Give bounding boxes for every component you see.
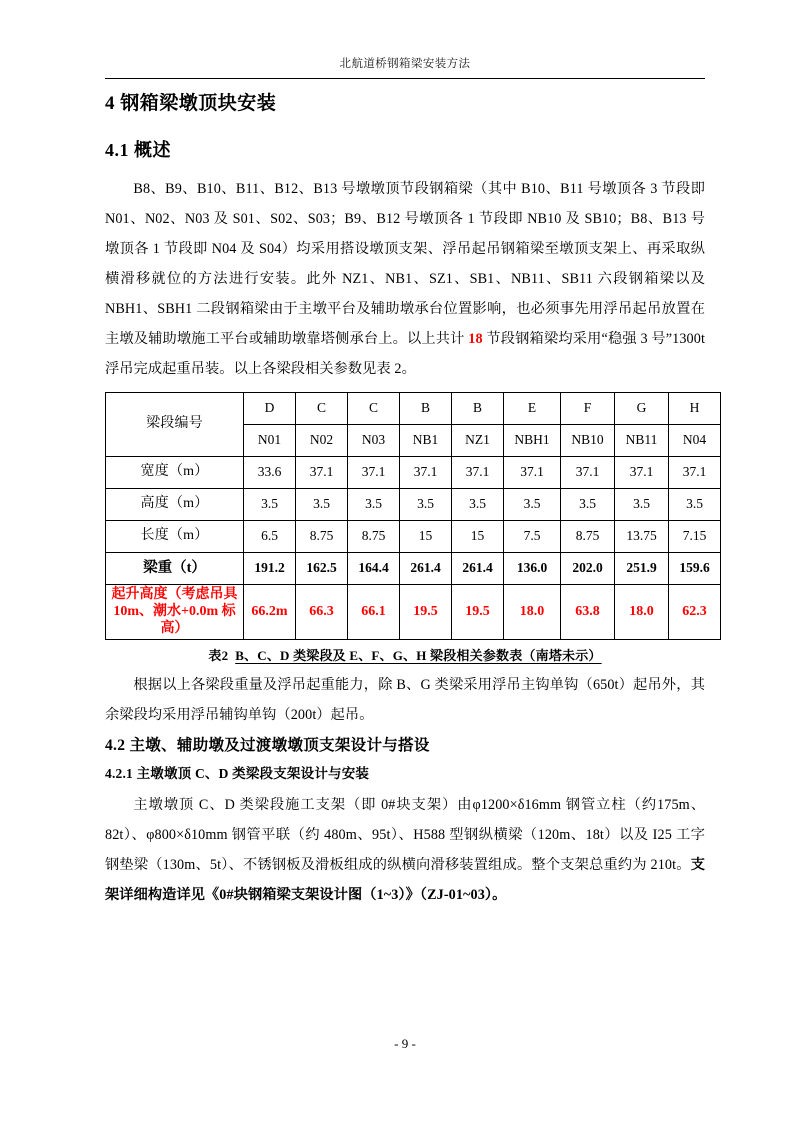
header-divider-rule: [105, 78, 705, 79]
table-cell-class-4: B: [452, 393, 504, 425]
table-row-length: [106, 521, 721, 553]
table-cell-segment-1: N02: [296, 425, 348, 457]
table-cell-weight-4: 261.4: [452, 553, 504, 585]
table-cell-height-3: 3.5: [400, 489, 452, 521]
table-cell-width-6: 37.1: [561, 457, 615, 489]
table-caption-number: 表2: [208, 648, 229, 664]
table-cell-height-1: 3.5: [296, 489, 348, 521]
table-cell-height-6: 3.5: [561, 489, 615, 521]
table-cell-lift-3: 19.5: [400, 585, 452, 640]
document-body: [105, 92, 710, 910]
table-rowlabel-length: 长度（m）: [106, 521, 244, 553]
table-cell-lift-2: 66.1: [348, 585, 400, 640]
table-cell-segment-0: N01: [244, 425, 296, 457]
highlight-segment-count: 18: [468, 331, 483, 348]
lift-label-line2: 10m、潮水+0.0m 标高）: [113, 603, 236, 636]
table-cell-height-2: 3.5: [348, 489, 400, 521]
table-caption: [105, 645, 705, 664]
table-row-weight: [106, 553, 721, 585]
heading-section-4: 4 钢箱梁墩顶块安装: [105, 93, 277, 114]
table-cell-height-4: 3.5: [452, 489, 504, 521]
table-cell-segment-5: NBH1: [504, 425, 561, 457]
table-cell-class-8: H: [669, 393, 721, 425]
table-cell-class-1: C: [296, 393, 348, 425]
table-cell-weight-3: 261.4: [400, 553, 452, 585]
table-cell-length-3: 15: [400, 521, 452, 553]
table-cell-weight-5: 136.0: [504, 553, 561, 585]
spacer: [105, 782, 705, 790]
table-cell-class-0: D: [244, 393, 296, 425]
table-cell-width-5: 37.1: [504, 457, 561, 489]
table-cell-weight-7: 251.9: [615, 553, 669, 585]
table-cell-lift-7: 18.0: [615, 585, 669, 640]
table-cell-segment-2: N03: [348, 425, 400, 457]
paragraph-overview-part2: 节段钢箱梁均采用“稳强 3 号”1300t 浮吊完成起重吊装。以上各梁段相关参数见表 2。: [105, 331, 705, 378]
table-cell-width-1: 37.1: [296, 457, 348, 489]
table-cell-lift-4: 19.5: [452, 585, 504, 640]
table-cell-weight-6: 202.0: [561, 553, 615, 585]
table-cell-segment-7: NB11: [615, 425, 669, 457]
spacer: [105, 384, 705, 392]
beam-parameters-table: [105, 392, 721, 640]
table-cell-length-4: 15: [452, 521, 504, 553]
table-cell-lift-5: 18.0: [504, 585, 561, 640]
table-header-segment-number: 梁段编号: [106, 393, 244, 457]
paragraph-bracket-design: [105, 790, 705, 910]
table-cell-weight-1: 162.5: [296, 553, 348, 585]
running-header: 北航道桥钢箱梁安装方法: [339, 58, 471, 70]
spacer: [105, 117, 705, 139]
table-cell-width-4: 37.1: [452, 457, 504, 489]
spacer: [105, 162, 705, 174]
table-cell-class-7: G: [615, 393, 669, 425]
table-rowlabel-height: 高度（m）: [106, 489, 244, 521]
table-cell-class-6: F: [561, 393, 615, 425]
paragraph-bracket-design-bold: 支架详细构造详见《0#块钢箱梁支架设计图（1~3）》（ZJ-01~03）。: [105, 857, 705, 904]
table-cell-class-2: C: [348, 393, 400, 425]
lift-label-line1: 起升高度（考虑吊具: [111, 587, 238, 603]
paragraph-bracket-design-part1: 主墩墩顶 C、D 类梁段施工支架（即 0#块支架）由φ1200×δ16mm 钢管立柱（约175m、82t）、φ800×δ10mm 钢管平联（约 480m、95t）、H588 型钢纵横梁（120m、18t）以及 I25 工字钢垫梁（130m、5t）、不锈钢板及滑板组成的纵横向滑移装置组成。整个支架总重约为 210t。: [105, 797, 705, 874]
table-row-lift-height: [106, 585, 721, 640]
table-cell-width-0: 33.6: [244, 457, 296, 489]
table-cell-width-8: 37.1: [669, 457, 721, 489]
spacer: [105, 757, 705, 765]
table-cell-length-6: 8.75: [561, 521, 615, 553]
heading-section-4-1: 4.1 概述: [105, 139, 171, 160]
table-rowlabel-weight: 梁重（t）: [106, 553, 244, 585]
table-cell-length-2: 8.75: [348, 521, 400, 553]
table-cell-height-7: 3.5: [615, 489, 669, 521]
table-rowlabel-lift-height: [106, 585, 244, 640]
table-cell-weight-8: 159.6: [669, 553, 721, 585]
table-cell-height-5: 3.5: [504, 489, 561, 521]
table-cell-segment-3: NB1: [400, 425, 452, 457]
table-cell-length-7: 13.75: [615, 521, 669, 553]
table-caption-title: B、C、D 类梁段及 E、F、G、H 梁段相关参数表（南塔未示）: [235, 648, 602, 664]
heading-section-4-2: 4.2 主墩、辅助墩及过渡墩墩顶支架设计与搭设: [105, 737, 430, 755]
table-rowlabel-width: 宽度（m）: [106, 457, 244, 489]
page-footer: - 9 -: [394, 1036, 416, 1051]
table-cell-length-8: 7.15: [669, 521, 721, 553]
table-cell-segment-8: N04: [669, 425, 721, 457]
table-cell-height-0: 3.5: [244, 489, 296, 521]
table-row-height: [106, 489, 721, 521]
table-cell-lift-6: 63.8: [561, 585, 615, 640]
table-cell-length-5: 7.5: [504, 521, 561, 553]
table-row-width: [106, 457, 721, 489]
heading-section-4-2-1: 4.2.1 主墩墩顶 C、D 类梁段支架设计与安装: [105, 765, 370, 781]
table-cell-lift-0: 66.2m: [244, 585, 296, 640]
table-row-class: [106, 393, 721, 425]
table-cell-segment-6: NB10: [561, 425, 615, 457]
table-cell-class-3: B: [400, 393, 452, 425]
paragraph-overview-part1: B8、B9、B10、B11、B12、B13 号墩墩顶节段钢箱梁（其中 B10、B11 号墩顶各 3 节段即 N01、N02、N03 及 S01、S02、S03；B9、B12 号墩顶各 1 节段即 NB10 及 SB10；B8、B13 号墩顶各 1 节段即 N04 及 S04）均采用搭设墩顶支架、浮吊起吊钢箱梁至墩顶支架上、再采取纵横滑移就位的方法进行安装。此外 NZ1、NB1、SZ1、SB1、NB11、SB11 六段钢箱梁以及 NBH1、SBH1 二段钢箱梁由于主墩平台及辅助墩承台位置影响，也必须事先用浮吊起吊放置在主墩及辅助墩施工平台或辅助墩靠塔侧承台上。以上共计: [105, 181, 705, 348]
table-cell-height-8: 3.5: [669, 489, 721, 521]
table-cell-class-5: E: [504, 393, 561, 425]
table-cell-lift-1: 66.3: [296, 585, 348, 640]
table-cell-width-3: 37.1: [400, 457, 452, 489]
table-cell-weight-2: 164.4: [348, 553, 400, 585]
table-cell-length-1: 8.75: [296, 521, 348, 553]
table-cell-lift-8: 62.3: [669, 585, 721, 640]
table-cell-segment-4: NZ1: [452, 425, 504, 457]
paragraph-overview: [105, 174, 705, 384]
paragraph-hook-selection: 根据以上各梁段重量及浮吊起重能力，除 B、G 类梁采用浮吊主钩单钩（650t）起吊外，其余梁段均采用浮吊辅钩单钩（200t）起吊。: [105, 677, 705, 724]
table-cell-width-7: 37.1: [615, 457, 669, 489]
table-cell-width-2: 37.1: [348, 457, 400, 489]
table-cell-length-0: 6.5: [244, 521, 296, 553]
table-cell-weight-0: 191.2: [244, 553, 296, 585]
